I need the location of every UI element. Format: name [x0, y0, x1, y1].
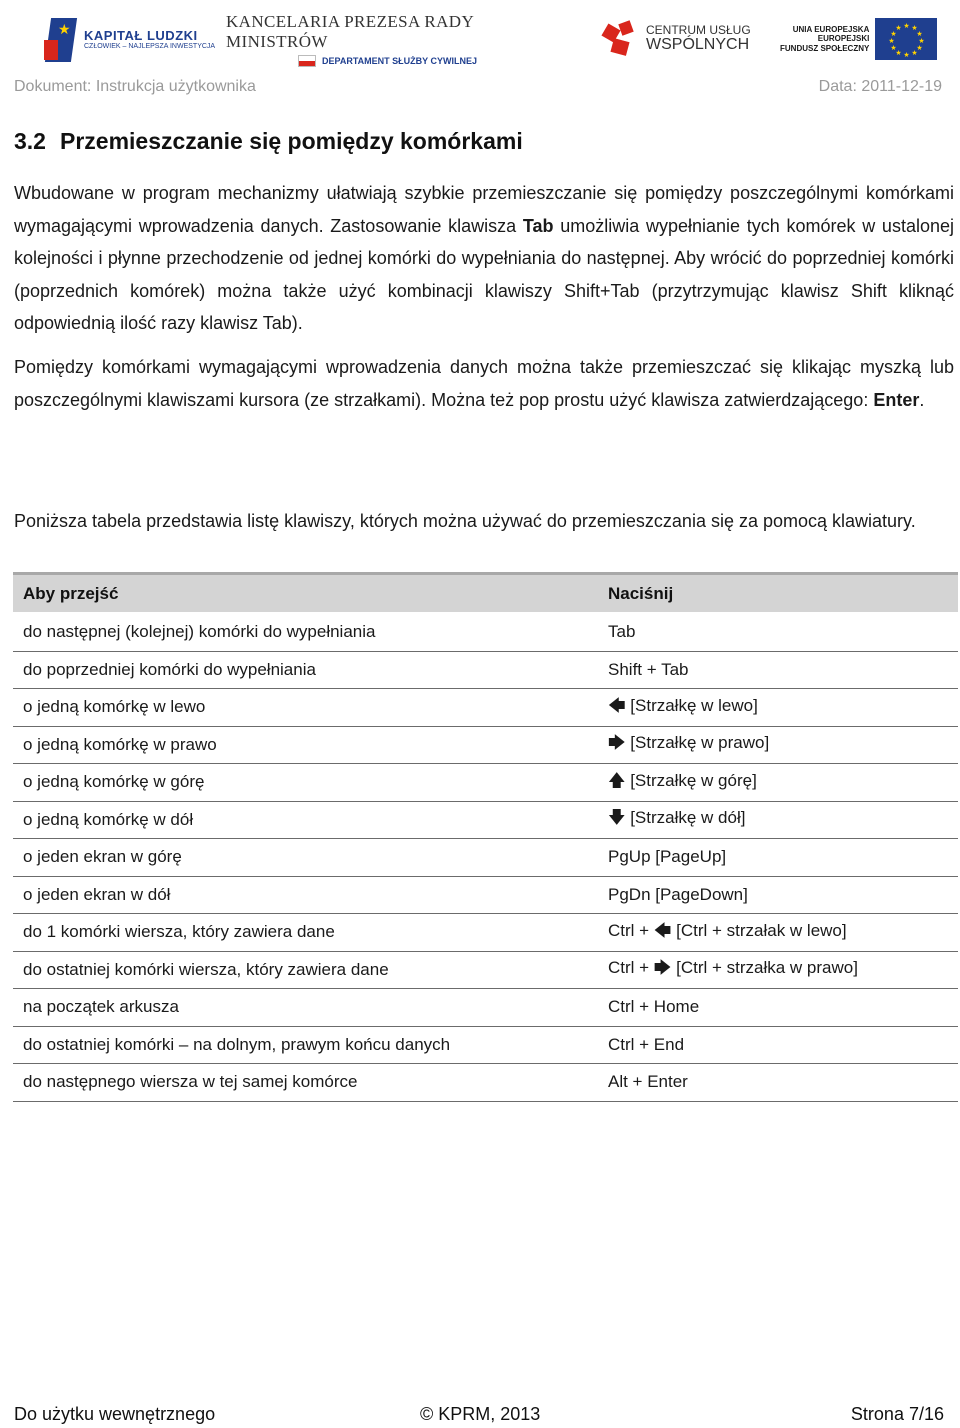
- table-row: [13, 764, 958, 802]
- key-cell: PgUp [PageUp]: [598, 839, 958, 877]
- key-cell: Shift + Tab: [598, 651, 958, 689]
- action-cell: do 1 komórki wiersza, który zawiera dane: [13, 914, 598, 952]
- ue-line3: FUNDUSZ SPOŁECZNY: [780, 43, 870, 53]
- column-header-action: Aby przejść: [13, 574, 598, 614]
- kprm-subtitle: DEPARTAMENT SŁUŻBY CYWILNEJ: [322, 55, 478, 66]
- keyboard-shortcuts-table: [13, 572, 958, 1102]
- table-row: [13, 651, 958, 689]
- table-header-row: [13, 574, 958, 614]
- action-cell: do następnego wiersza w tej samej komórce: [13, 1064, 598, 1102]
- paragraph-1-text-c: umożliwia wypełnianie tych komórek w ustalonej kolejności i płynne przechodzenie od jednej komórki do wypełniania do następnej. Aby wrócić do poprzedniej komórki (poprzednich komórek) można także użyć kombinacji klawiszy Shift+Tab (przytrzymując klawisz Shift kliknąć odpowiednią ilość razy klawisz Tab).: [14, 215, 954, 333]
- table-row: [13, 1064, 958, 1102]
- paragraph-2-bold-enter: Enter: [873, 389, 920, 410]
- paragraph-3: Poniższa tabela przedstawia listę klawiszy, których można używać do przemieszczania się za pomocą klawiatury.: [14, 511, 916, 531]
- document-label: Dokument: Instrukcja użytkownika: [14, 78, 256, 95]
- paragraph-2-text-a: Pomiędzy komórkami wymagającymi wprowadzenia danych można także przemieszczać się klikając myszką lub poszczególnymi klawiszami kursora (ze strzałkami). Można też pop prostu użyć klawisza zatwierdzającego:: [14, 357, 954, 410]
- table-row: [13, 1026, 958, 1064]
- table-row: [13, 876, 958, 914]
- paragraph-2: [14, 351, 954, 416]
- cuw-mark-icon: [602, 20, 640, 58]
- key-cell: Alt + Enter: [598, 1064, 958, 1102]
- action-cell: do poprzedniej komórki do wypełniania: [13, 651, 598, 689]
- action-cell: do ostatniej komórki wiersza, który zawiera dane: [13, 951, 598, 989]
- key-cell: Tab: [598, 613, 958, 651]
- action-cell: o jedną komórkę w górę: [13, 764, 598, 802]
- section-heading: [14, 128, 523, 155]
- key-cell: PgDn [PageDown]: [598, 876, 958, 914]
- table-row: [13, 989, 958, 1027]
- action-cell: do ostatniej komórki – na dolnym, prawym końcu danych: [13, 1026, 598, 1064]
- section-number: 3.2: [14, 128, 46, 154]
- table-row: [13, 613, 958, 651]
- key-cell: Ctrl + Home: [598, 989, 958, 1027]
- key-cell: 🡆 [Strzałkę w prawo]: [598, 726, 958, 764]
- key-cell: 🡅 [Strzałkę w górę]: [598, 764, 958, 802]
- table-row: [13, 801, 958, 839]
- cuw-line2: WSPÓLNYCH: [646, 35, 750, 53]
- column-header-key: Naciśnij: [598, 574, 958, 614]
- key-cell: 🡇 [Strzałkę w dół]: [598, 801, 958, 839]
- action-cell: na początek arkusza: [13, 989, 598, 1027]
- paragraph-2-text-c: .: [919, 389, 925, 410]
- date-label: Data: 2011-12-19: [818, 78, 942, 95]
- action-cell: o jedną komórkę w prawo: [13, 726, 598, 764]
- table-row: [13, 839, 958, 877]
- table-row: [13, 914, 958, 952]
- paragraph-1: [14, 177, 954, 340]
- kapital-ludzki-subtitle: CZŁOWIEK – NAJLEPSZA INWESTYCJA: [84, 43, 216, 50]
- action-cell: o jedną komórkę w dół: [13, 801, 598, 839]
- table-row: [13, 689, 958, 727]
- cuw-line1: CENTRUM USŁUG: [646, 23, 751, 38]
- key-cell: 🡄 [Strzałkę w lewo]: [598, 689, 958, 727]
- kprm-logo: [226, 10, 566, 68]
- kapital-ludzki-title: KAPITAŁ LUDZKI: [84, 28, 198, 43]
- table-row: [13, 951, 958, 989]
- key-cell: Ctrl + End: [598, 1026, 958, 1064]
- polish-flag-icon: [298, 55, 316, 67]
- header-logos: [0, 0, 960, 76]
- key-cell: Ctrl + 🡆 [Ctrl + strzałka w prawo]: [598, 951, 958, 989]
- footer-page-number: Strona 7/16: [850, 1404, 944, 1424]
- key-cell: Ctrl + 🡄 [Ctrl + strzałak w lewo]: [598, 914, 958, 952]
- section-title: Przemieszczanie się pomiędzy komórkami: [59, 128, 523, 154]
- eu-flag-icon: ★ ★ ★ ★ ★ ★ ★ ★ ★ ★ ★ ★: [875, 18, 937, 60]
- action-cell: o jeden ekran w dół: [13, 876, 598, 914]
- cuw-logo: [602, 10, 762, 68]
- ue-line1: UNIA EUROPEJSKA: [792, 25, 870, 35]
- action-cell: do następnej (kolejnej) komórki do wypełniania: [13, 613, 598, 651]
- eu-logo: [780, 10, 940, 68]
- footer-copyright: © KPRM, 2013: [420, 1404, 541, 1424]
- paragraph-1-bold-tab: Tab: [522, 215, 554, 236]
- kapital-ludzki-mark-icon: ★: [44, 14, 78, 64]
- kapital-ludzki-logo: [44, 10, 224, 68]
- kprm-title: KANCELARIA PREZESA RADY MINISTRÓW: [226, 11, 474, 51]
- ue-line2: EUROPEJSKI: [817, 34, 870, 44]
- table-row: [13, 726, 958, 764]
- action-cell: o jeden ekran w górę: [13, 839, 598, 877]
- action-cell: o jedną komórkę w lewo: [13, 689, 598, 727]
- footer-internal-use: Do użytku wewnętrznego: [14, 1404, 216, 1424]
- paragraph-1-text-a: Wbudowane w program mechanizmy ułatwiają szybkie przemieszczanie się pomiędzy poszczególnymi komórkami wymagającymi wprowadzenia danych. Zastosowanie klawisza: [14, 183, 954, 236]
